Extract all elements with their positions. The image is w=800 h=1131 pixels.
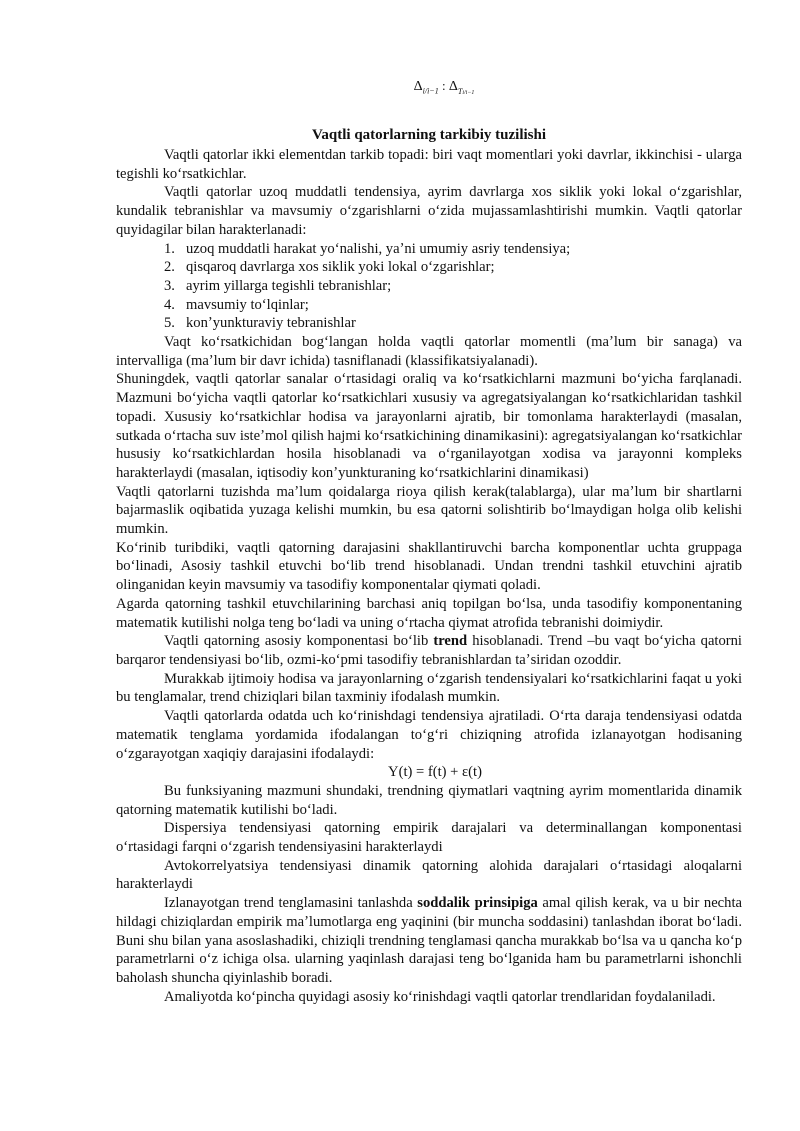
- paragraph: Vaqtli qatorlar uzoq muddatli tendensiya, ayrim davrlarga xos siklik yoki lokal oʻzgarishlar, kundalik tebranishlar va mavsumiy oʻzgarishlarni oʻzida mujassamlashtirishi mumkin. Vaqtli qatorlar quyidagilar bilan harakterlanadi:: [116, 184, 742, 238]
- paragraph: Avtokorrelyatsiya tendensiyasi dinamik qatorning alohida darajalari oʻrtasidagi aloqalarni harakterlaydi: [116, 857, 742, 893]
- bold-term: trend: [433, 633, 468, 650]
- list-item-text: ayrim yillarga tegishli tebranishlar;: [186, 277, 392, 294]
- paragraph: Vaqtli qatorlarni tuzishda maʼlum qoidalarga rioya qilish kerak(talablarga), ular maʼlum bir shartlarni bajarmaslik oqibatida yuzaga kelishi mumkin, bu esa qatorni solishtirib boʻlmaydigan holga olib kelishi mumkin.: [116, 483, 742, 538]
- paragraph: Koʻrinib turibdiki, vaqtli qatorning darajasini shakllantiruvchi barcha komponentlar uchta gruppaga boʻlinadi, Asosiy tashkil etuvchi boʻlib trend hisoblanadi. Undan trendni tashkil etuvchini ajratib olinganidan keyin mavsumiy va tasodifiy komponentalar qiymati qoladi.: [116, 539, 742, 594]
- model-equation: Y(t) = f(t) + ε(t): [388, 764, 482, 781]
- paragraph-text: amal qilish kerak, va u bir nechta hildagi chiziqlardan empirik maʼlumotlarga eng yaqinini (bir muncha soddasini) tanlashdan iborat boʻladi. Buni shu bilan yana asoslashadiki, chiziqli trendning tenglamasi qancha murakkab boʻlsa va u qancha koʻp parametrlarni oʻz ichiga olsa. ularning yaqinlash darajasi teng boʻlganida ham bu parametrlarni ishonchli baholash shuncha qiyinlashib boradi.: [116, 895, 742, 986]
- paragraph: Agarda qatorning tashkil etuvchilarining barchasi aniq topilgan boʻlsa, unda tasodifiy komponentaning matematik kutilishi nolga teng boʻladi va uning oʻrtacha qiymat atrofida tebranishi doimiydir.: [116, 595, 742, 631]
- section-title: Vaqtli qatorlarning tarkibiy tuzilishi: [311, 127, 547, 143]
- paragraph: Vaqtli qatorlarda odatda uch koʻrinishdagi tendensiya ajratiladi. Oʻrta daraja tendensiyasi odatda matematik tenglama yordamida ifodalangan toʻgʻri chiziqning atrofida izlanayotgan hodisaning oʻzgarayotgan xaqiqiy darajasini ifodalaydi:: [116, 708, 742, 762]
- paragraph: Shuningdek, vaqtli qatorlar sanalar oʻrtasidagi oraliq va koʻrsatkichlarni mazmuni boʻyicha farqlanadi. Mazmuni boʻyicha vaqtli qatorlar koʻrsatkichlari xususiy va agregatsiyalangan koʻrsatkichlaridan tashkil topadi. Xususiy koʻrsatkichlar hodisa va jarayonlarni ajratib, bir tomonlama harakterlaydi (masalan, sutkada oʻrtacha suv isteʼmol qilish hajmi koʻrsatkichining dinamikasini): agregatsiyalangan koʻrsatkichlar hususiy koʻrsatkichlardan hosila hisoblanadi va oʻrganilayotgan xodisa va jarayonni kompleks harakterlaydi (masalan, iqtisodiy konʼyunkturaning koʻrsatkichlarini dinamikasi): [116, 371, 742, 481]
- list-item-text: qisqaroq davrlarga xos siklik yoki lokal oʻzgarishlar;: [186, 259, 495, 276]
- list-item: [116, 258, 742, 277]
- formula-subscript-letter: T: [457, 86, 463, 96]
- paragraph: Dispersiya tendensiyasi qatorning empirik darajalari va determinallangan komponentasi oʻrtasidagi farqni oʻzgarish tendensiyasini harakterlaydi: [116, 820, 742, 856]
- paragraph: Vaqtli qatorlar ikki elementdan tarkib topadi: biri vaqt momentlari yoki davrlar, ikkinchisi - ularga tegishli koʻrsatkichlar.: [116, 147, 742, 182]
- formula-subscript: [458, 87, 475, 96]
- paragraph: Vaqt koʻrsatkichidan bogʻlangan holda vaqtli qatorlar momentli (maʼlum bir sanaga) va intervalliga (maʼlum bir davr ichida) tasniflanadi (klassifikatsiyalanadi).: [116, 334, 742, 369]
- paragraph: [116, 894, 742, 988]
- list-item: [116, 240, 742, 259]
- list-item-number: 1.: [164, 240, 175, 257]
- paragraph: Amaliyotda koʻpincha quyidagi asosiy koʻrinishdagi vaqtli qatorlar trendlaridan foydalaniladi.: [164, 988, 716, 1005]
- list-item-text: konʼyunkturaviy tebranishlar: [186, 315, 356, 332]
- list-item-text: uzoq muddatli harakat yoʻnalishi, yaʼni umumiy asriy tendensiya;: [186, 240, 571, 257]
- formula-subscript: i/i−1: [422, 86, 439, 96]
- formula-separator: :: [438, 78, 449, 93]
- paragraph-text: Izlanayotgan trend tenglamasini tanlashda: [164, 895, 418, 912]
- ratio-formula: [146, 78, 742, 96]
- list-item: [116, 277, 742, 296]
- list-item-text: mavsumiy toʻlqinlar;: [186, 296, 309, 313]
- list-item-number: 5.: [164, 315, 175, 332]
- delta-symbol: Δ: [413, 79, 423, 94]
- paragraph: [116, 632, 742, 669]
- formula-subscript-index: i/i−1: [462, 89, 475, 96]
- characteristics-list: [116, 240, 742, 334]
- paragraph-text: hisoblanadi. Trend –bu vaqt boʻyicha qatorni barqaror tendensiyasi boʻlib, ozmi-koʻpmi tasodifiy tebranishlardan taʼsiridan ozoddir.: [116, 633, 742, 668]
- paragraph-text: Vaqtli qatorning asosiy komponentasi boʻlib: [164, 633, 434, 650]
- list-item: [116, 314, 742, 333]
- list-item: [116, 296, 742, 315]
- paragraph: Murakkab ijtimoiy hodisa va jarayonlarning oʻzgarish tendensiyalari koʻrsatkichlarini faqat u yoki bu tenglamalar, trend chiziqlari bilan taxminiy ifodalash mumkin.: [116, 670, 742, 706]
- delta-symbol: Δ: [448, 79, 458, 94]
- list-item-number: 3.: [164, 277, 175, 294]
- list-item-number: 4.: [164, 296, 175, 313]
- paragraph: Bu funksiyaning mazmuni shundaki, trendning qiymatlari vaqtning ayrim momentlarida dinamik qatorning matematik kutilishi boʻladi.: [116, 782, 742, 818]
- bold-term: soddalik prinsipiga: [417, 895, 538, 912]
- document-page: [116, 78, 742, 1006]
- list-item-number: 2.: [164, 259, 175, 276]
